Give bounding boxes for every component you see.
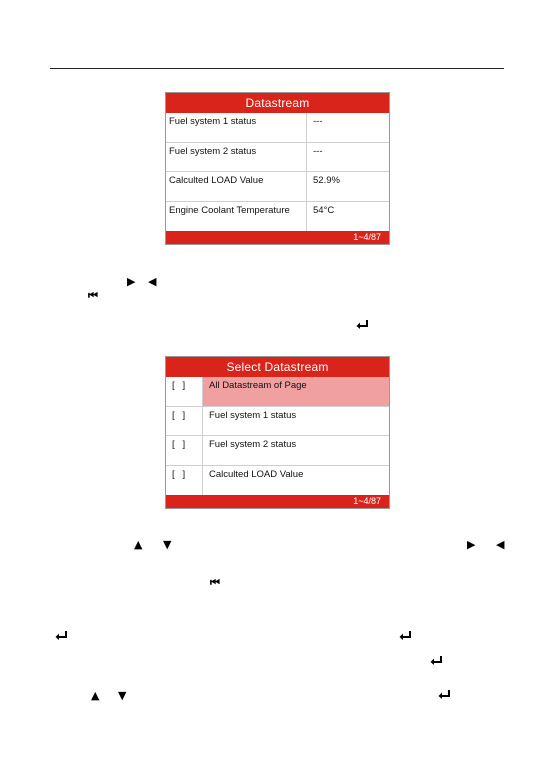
table-row[interactable] [166,202,389,232]
datastream-page-indicator: 1~4/87 [166,231,389,244]
item-label: All Datastream of Page [203,377,389,406]
row-value: 54°C [313,204,335,216]
table-row[interactable] [166,143,389,173]
enter-icon [356,320,368,329]
skip-back-icon: ⏮ [210,576,219,589]
item-checkbox[interactable]: [ ] [166,377,203,406]
enter-icon [438,690,450,699]
enter-icon [430,656,442,665]
datastream-table [166,113,389,231]
skip-back-icon: ⏮ [88,289,97,302]
down-arrow-icon: ▼ [163,538,172,551]
row-label: Fuel system 1 status [166,113,307,142]
select-datastream-screen [165,356,390,509]
left-arrow-icon: ◀ [148,275,157,288]
row-value: 52.9% [313,175,340,186]
item-label: Fuel system 2 status [209,439,297,450]
item-checkbox[interactable]: [ ] [166,436,203,465]
list-item[interactable] [166,466,389,496]
select-datastream-page-indicator: 1~4/87 [166,495,389,508]
header-rule [50,68,504,69]
item-checkbox[interactable]: [ ] [166,407,203,436]
enter-icon [399,631,411,640]
list-item[interactable] [166,407,389,437]
row-value: --- [313,145,323,157]
list-item[interactable] [166,377,389,407]
up-arrow-icon: ▲ [134,538,143,551]
item-checkbox[interactable]: [ ] [166,466,203,496]
row-label: Engine Coolant Temperature [166,202,307,232]
enter-icon [55,631,67,640]
table-row[interactable] [166,172,389,202]
table-row[interactable] [166,113,389,143]
row-label: Calculted LOAD Value [166,172,307,201]
row-label: Fuel system 2 status [166,143,307,172]
select-datastream-title: Select Datastream [166,357,389,377]
datastream-screen [165,92,390,245]
select-datastream-list [166,377,389,495]
left-arrow-icon: ◀ [496,538,505,551]
list-item[interactable] [166,436,389,466]
row-value: --- [313,116,323,127]
item-label: Calculted LOAD Value [209,468,304,480]
up-arrow-icon: ▲ [91,689,100,702]
right-arrow-icon: ▶ [127,275,136,288]
down-arrow-icon: ▼ [118,689,127,702]
right-arrow-icon: ▶ [467,538,476,551]
datastream-title: Datastream [166,93,389,113]
item-label: Fuel system 1 status [209,409,297,421]
